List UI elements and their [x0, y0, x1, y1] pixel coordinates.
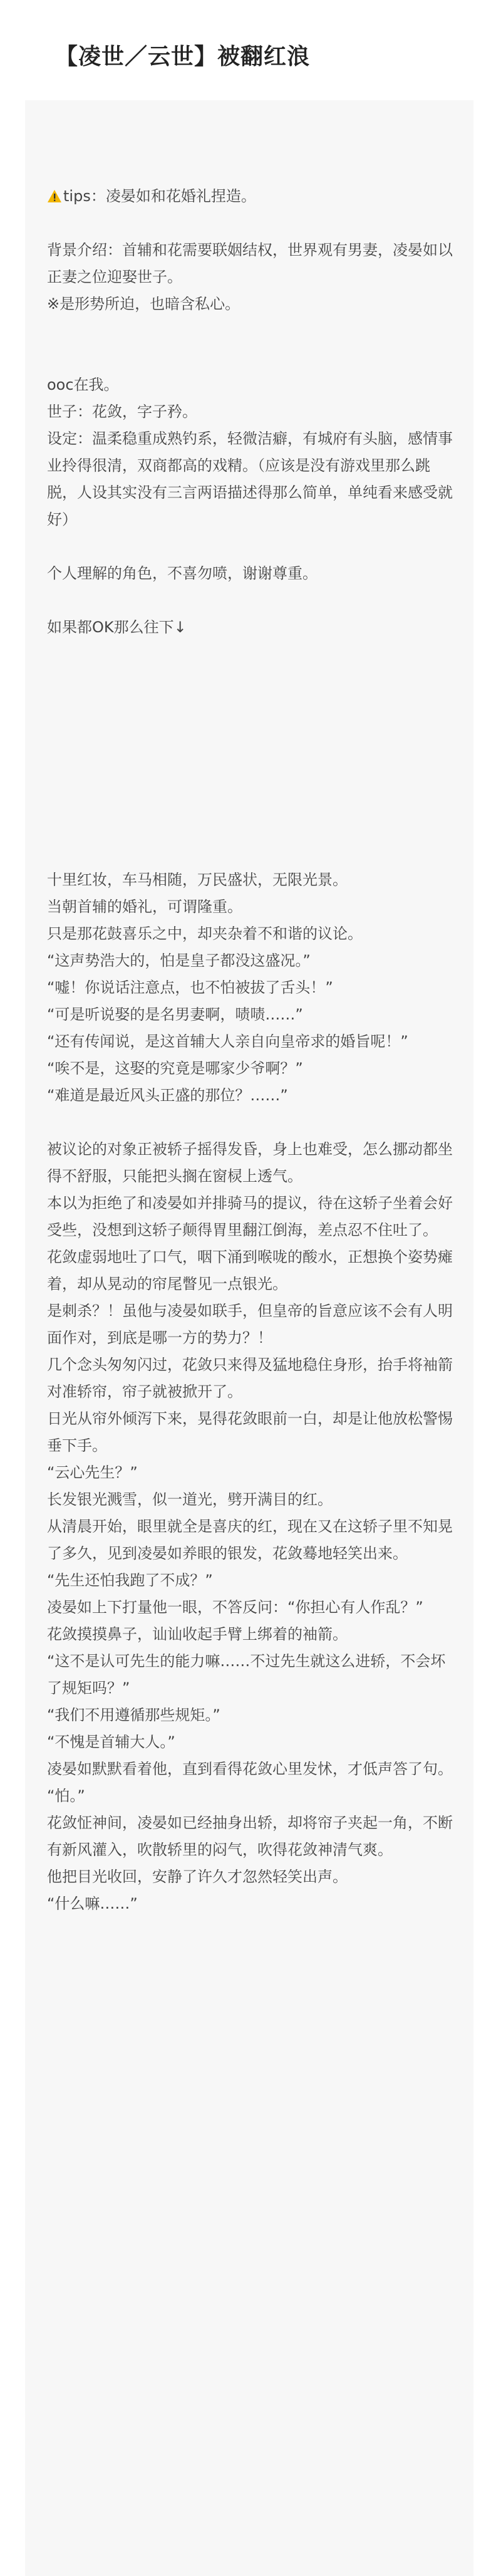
story-paragraph: “这不是认可先生的能力嘛……不过先生就这么进轿，不会坏了规矩吗？”: [47, 1652, 446, 1697]
article-body: [25, 100, 473, 2576]
note-line: ※是形势所迫，也暗含私心。: [47, 295, 240, 313]
story-paragraph: “我们不用遵循那些规矩。”: [47, 1706, 220, 1724]
story-paragraph: 本以为拒绝了和凌晏如并排骑马的提议，待在这轿子坐着会好受些，没想到这轿子颠得胃里翻江倒海，差点忍不住吐了。: [47, 1194, 453, 1239]
story-paragraph: “难道是最近风头正盛的那位？……”: [47, 1087, 288, 1104]
story-paragraph: 花敛怔神间，凌晏如已经抽身出轿，却将帘子夹起一角，不断有新风灌入，吹散轿里的闷气，吹得花敛神清气爽。: [47, 1814, 453, 1859]
story-paragraph: 当朝首辅的婚礼，可谓隆重。: [47, 898, 242, 915]
story-paragraph: “不愧是首辅大人。”: [47, 1733, 175, 1751]
background-paragraph: 背景介绍：首辅和花需要联姻结权，世界观有男妻，凌晏如以正妻之位迎娶世子。: [47, 241, 453, 286]
story-paragraph: 花敛摸摸鼻子，讪讪收起手臂上绑着的袖箭。: [47, 1625, 348, 1643]
warning-icon: [47, 185, 62, 199]
tips-line: [47, 183, 453, 210]
story-paragraph: “怕。”: [47, 1787, 85, 1805]
understanding-line: 个人理解的角色，不喜勿喷，谢谢尊重。: [47, 565, 318, 582]
story-paragraph: 他把目光收回，安静了许久才忽然轻笑出声。: [47, 1868, 348, 1885]
story-paragraph: 被议论的对象正被轿子摇得发昏，身上也难受，怎么挪动都坐得不舒服，只能把头搁在窗棂上透气。: [47, 1140, 453, 1185]
story-paragraph: 几个念头匆匆闪过，花敛只来得及猛地稳住身形，抬手将袖箭对准轿帘，帘子就被掀开了。: [47, 1356, 453, 1400]
shizi-line: 世子：花敛，字子矜。: [47, 403, 197, 420]
story-paragraph: “云心先生？”: [47, 1464, 138, 1481]
story-paragraph: 是刺杀？！虽他与凌晏如联手，但皇帝的旨意应该不会有人明面作对，到底是哪一方的势力？！: [47, 1302, 453, 1347]
story-paragraph: “还有传闻说，是这首辅大人亲自向皇帝求的婚旨呢！”: [47, 1033, 408, 1050]
story-paragraph: “可是听说娶的是名男妻啊，啧啧……”: [47, 1006, 303, 1023]
ooc-line: ooc在我。: [47, 376, 119, 394]
story-paragraph: “嘘！你说话注意点，也不怕被拔了舌头！”: [47, 979, 333, 996]
story-paragraph: 十里红妆，车马相随，万民盛状，无限光景。: [47, 871, 348, 889]
story-paragraph: 长发银光溅雪，似一道光，劈开满目的红。: [47, 1491, 333, 1508]
article-header: [0, 0, 501, 100]
setting-paragraph: 设定：温柔稳重成熟钓系，轻微洁癖，有城府有头脑，感情事业拎得很清，双商都高的戏精。（应该是没有游戏里那么跳脱，人设其实没有三言两语描述得那么简单，单纯看来感受就好）: [47, 430, 453, 528]
tips-text: tips：凌晏如和花婚礼捏造。: [63, 187, 256, 205]
story-paragraph: “唉不是，这娶的究竟是哪家少爷啊？”: [47, 1060, 303, 1077]
story-paragraph: “这声势浩大的，怕是皇子都没这盛况。”: [47, 952, 311, 969]
story-paragraph: 只是那花鼓喜乐之中，却夹杂着不和谐的议论。: [47, 925, 363, 942]
story-paragraph: “先生还怕我跑了不成？”: [47, 1572, 213, 1589]
article-title: 【凌世／云世】被翻红浪: [55, 44, 311, 70]
story-paragraph: 凌晏如上下打量他一眼，不答反问：“你担心有人作乱？”: [47, 1598, 423, 1616]
story-paragraph: 凌晏如默默看着他，直到看得花敛心里发怵，才低声答了句。: [47, 1760, 453, 1778]
story-paragraph: 花敛虚弱地吐了口气，咽下涌到喉咙的酸水，正想换个姿势瘫着，却从晃动的帘尾瞥见一点银光。: [47, 1248, 453, 1293]
story-paragraph: 从清晨开始，眼里就全是喜庆的红，现在又在这轿子里不知晃了多久，见到凌晏如养眼的银发，花敛蓦地轻笑出来。: [47, 1518, 453, 1562]
story-body: [47, 867, 453, 1917]
story-paragraph: 日光从帘外倾泻下来，晃得花敛眼前一白，却是让他放松警惕垂下手。: [47, 1410, 453, 1454]
paragraph-gap: [47, 1109, 453, 1136]
continue-line: 如果都OK那么往下↓: [47, 618, 187, 636]
story-paragraph: “什么嘛……”: [47, 1895, 138, 1912]
